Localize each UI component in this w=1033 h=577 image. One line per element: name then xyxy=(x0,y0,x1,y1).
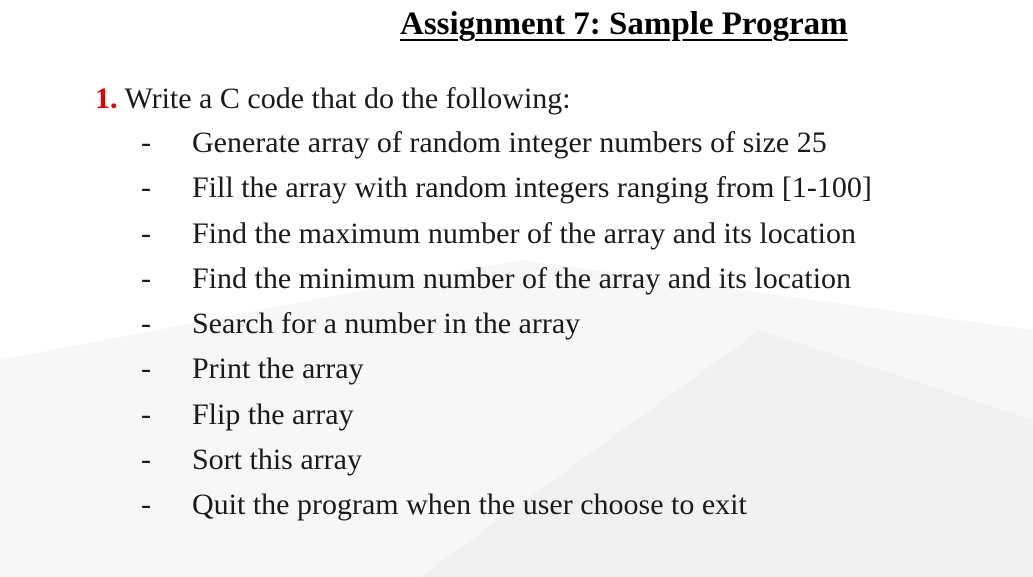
task-text: Find the maximum number of the array and its location xyxy=(192,216,857,250)
bullet-dash: - xyxy=(141,126,151,159)
bullet-dash: - xyxy=(141,171,151,205)
task-text: Print the array xyxy=(192,352,364,386)
bullet-dash: - xyxy=(141,216,151,250)
question-line xyxy=(95,80,571,118)
question-number: 1. xyxy=(95,82,118,115)
bullet-dash: - xyxy=(141,488,151,522)
task-text: Find the minimum number of the array and its location xyxy=(192,261,852,295)
bullet-dash: - xyxy=(141,307,151,341)
bullet-dash: - xyxy=(141,352,151,386)
bullet-dash: - xyxy=(141,443,151,477)
task-text: Flip the array xyxy=(192,397,354,431)
bullet-dash: - xyxy=(141,397,151,431)
bullet-dash: - xyxy=(141,261,151,295)
task-text: Quit the program when the user choose to exit xyxy=(192,488,747,522)
task-text: Search for a number in the array xyxy=(192,307,581,341)
task-text: Generate array of random integer numbers of size 25 xyxy=(192,126,827,159)
slide-title: Assignment 7: Sample Program xyxy=(400,6,848,42)
question-text: Write a C code that do the following: xyxy=(124,82,571,115)
task-text: Fill the array with random integers ranging from [1-100] xyxy=(192,171,872,205)
task-text: Sort this array xyxy=(192,443,362,477)
